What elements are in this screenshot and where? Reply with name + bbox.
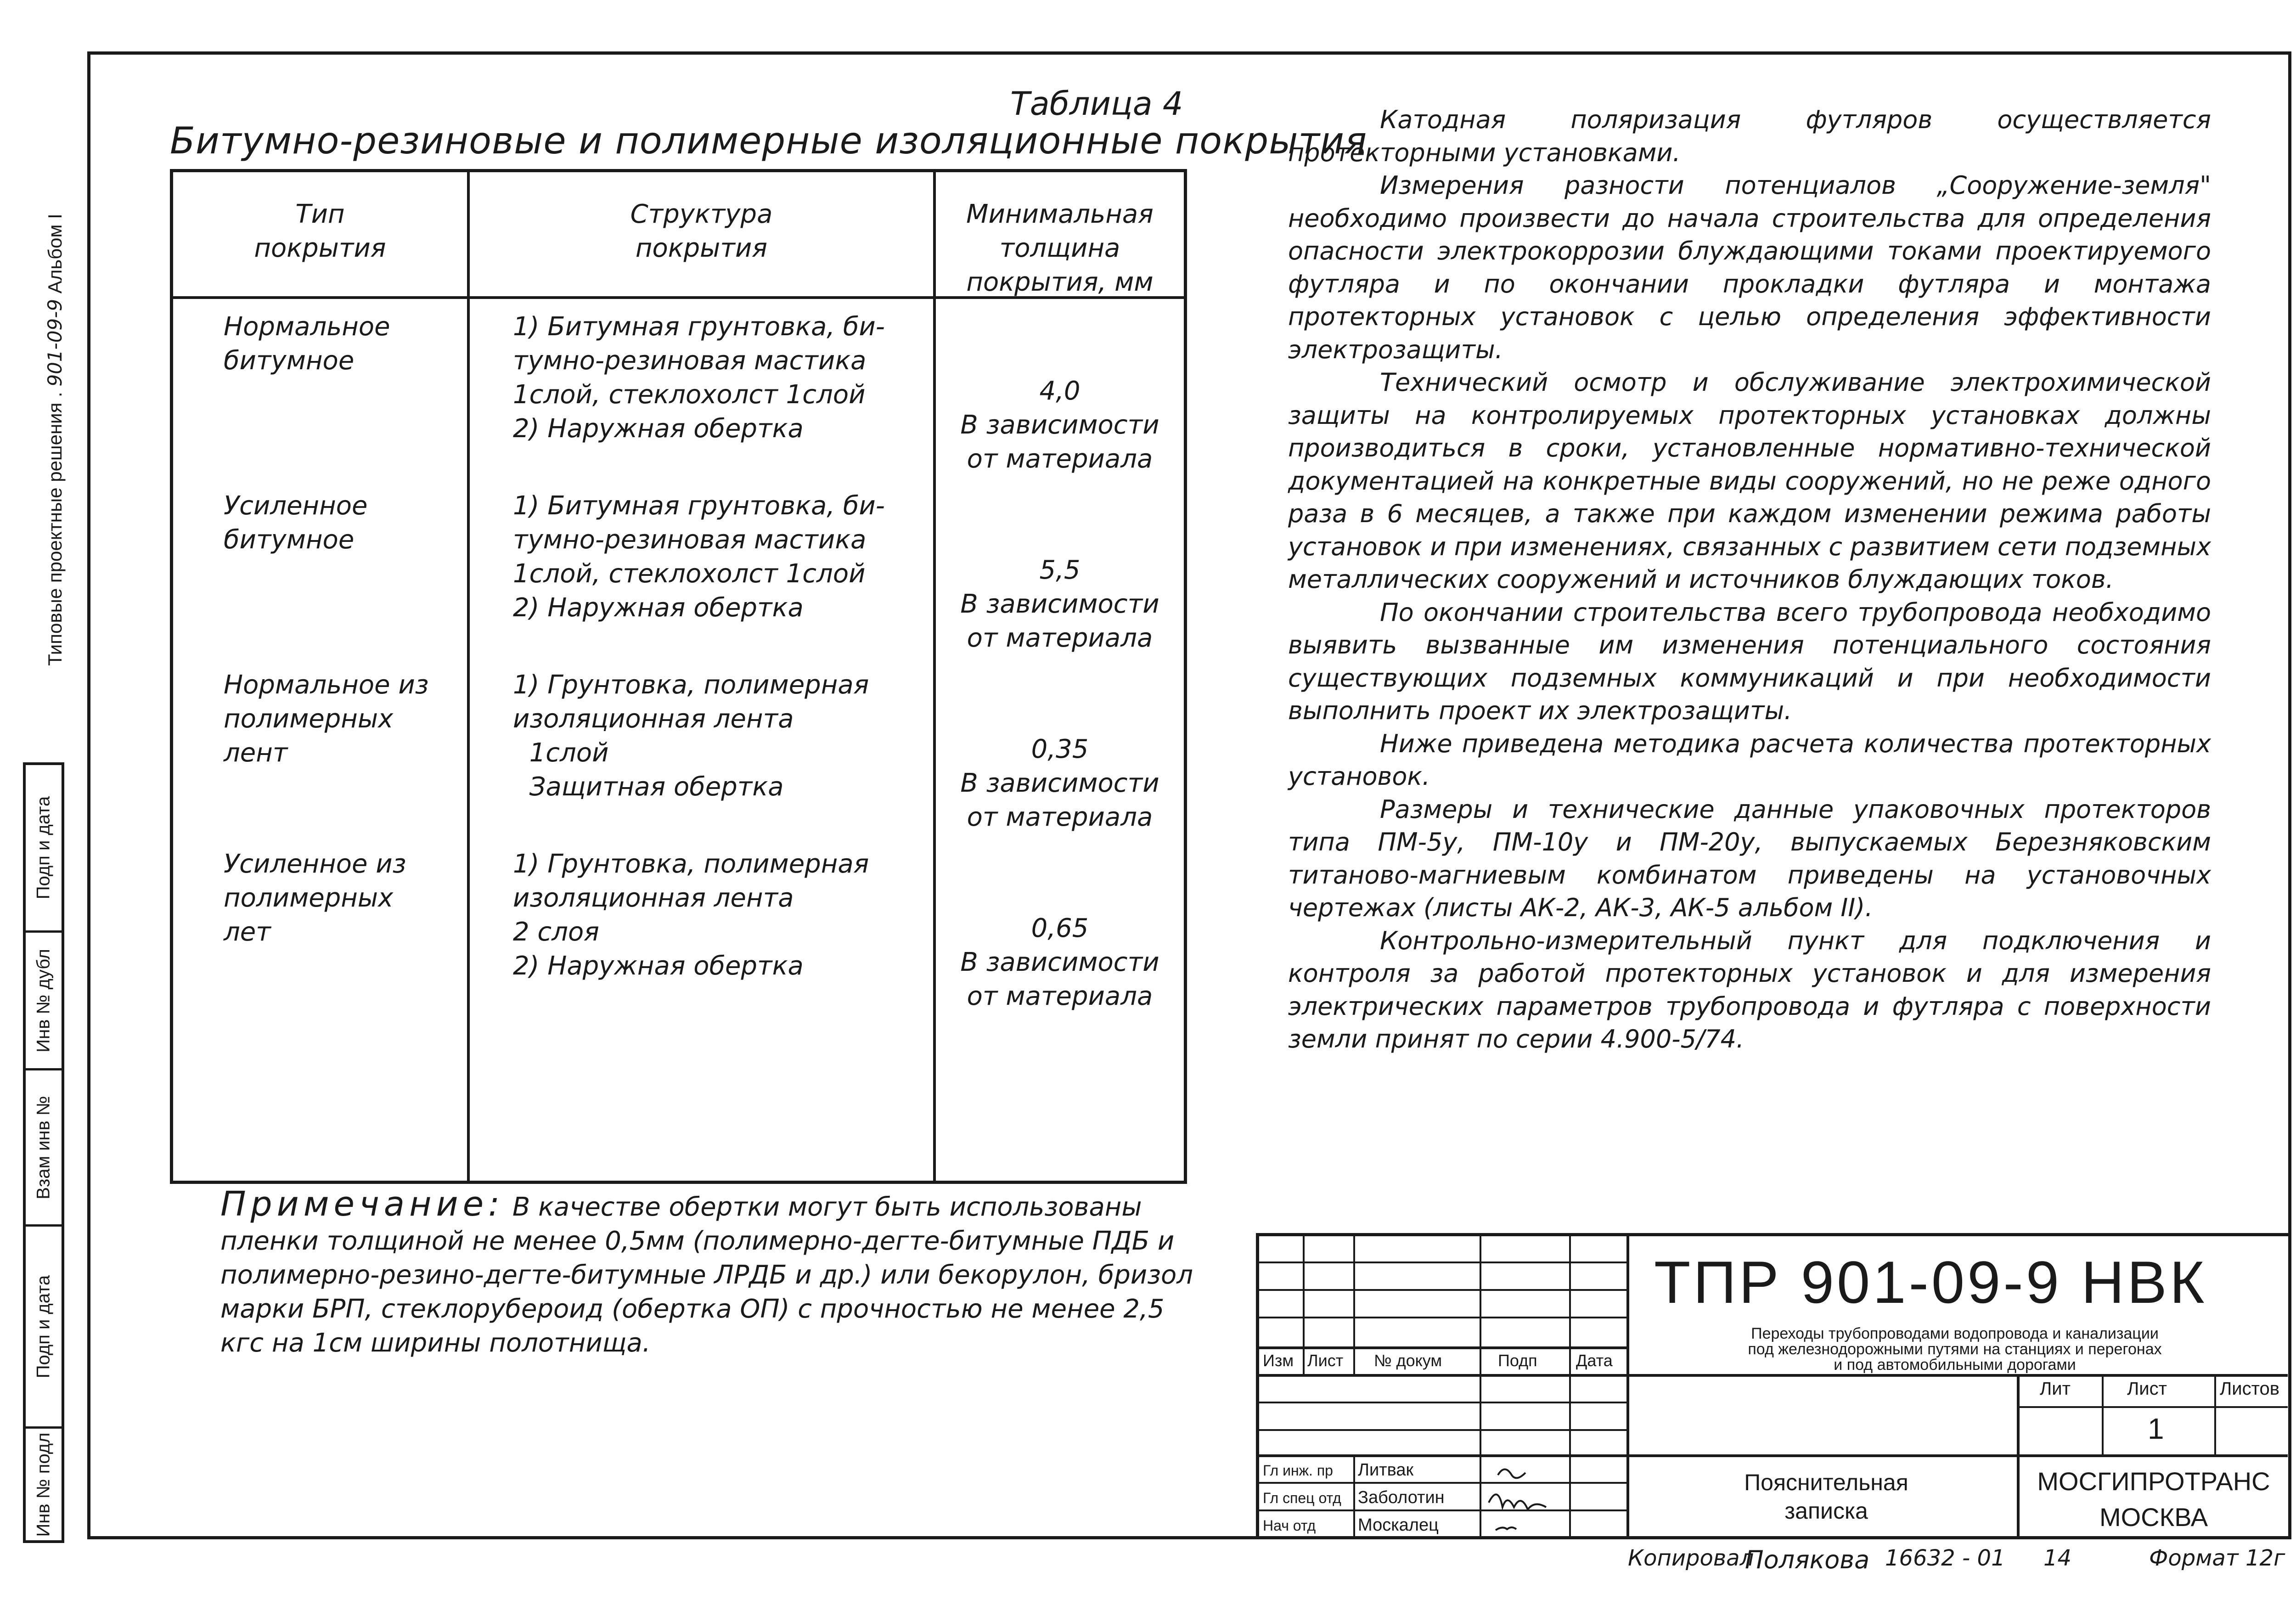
side-strip-cell: Подп и дата <box>26 1224 62 1426</box>
sheets-label: Листов <box>2220 1379 2279 1399</box>
col-sign: Подп <box>1498 1351 1537 1370</box>
role: Гл инж. пр <box>1263 1462 1333 1479</box>
note <box>220 1184 1208 1360</box>
side-strip-cell: Подп и дата <box>33 796 54 900</box>
col-date: Дата <box>1576 1351 1613 1370</box>
order-number: 16632 - 01 <box>1885 1545 2005 1571</box>
header-structure: Структура покрытия <box>630 199 773 263</box>
title-block <box>1256 1233 2291 1539</box>
sheet-label: Лист <box>2127 1379 2167 1399</box>
side-strip-cell: Инв № дубл <box>26 930 62 1068</box>
signature-mark <box>1489 1494 1546 1509</box>
coatings-table <box>170 169 1187 1184</box>
person-name: Заболотин <box>1358 1488 1445 1507</box>
row-type: Усиленное битумное <box>224 491 368 555</box>
col-list: Лист <box>1307 1351 1344 1370</box>
copier-signature: Полякова <box>1745 1545 1870 1574</box>
document-title: Пояснительная записка <box>1744 1470 1908 1524</box>
side-strip-cell: Взам инв № <box>26 1068 62 1224</box>
col-doc: № докум <box>1374 1351 1442 1370</box>
side-strip <box>23 762 64 1543</box>
explanatory-text <box>1288 103 2211 1056</box>
person-name: Литвак <box>1358 1460 1414 1480</box>
row-thickness: 0,65 В зависимости от материала <box>960 913 1159 1011</box>
row-type: Усиленное из полимерных лет <box>224 849 406 947</box>
row-thickness: 0,35 В зависимости от материала <box>960 734 1159 832</box>
table-label: Таблица 4 <box>1010 85 1183 123</box>
row-thickness: 5,5 В зависимости от материала <box>960 555 1159 653</box>
row-structure: 1) Грунтовка, полимерная изоляционная лента 2 слоя 2) Наружная обертка <box>513 849 869 981</box>
project-name: Переходы трубопроводами водопровода и канализации под железнодорожными путями на станциях и перегонах и под автомобильными дорогами <box>1748 1325 2162 1374</box>
document-code: ТПР 901-09-9 НВК <box>1654 1249 2207 1316</box>
row-structure: 1) Грунтовка, полимерная изоляционная лента 1слой Защитная обертка <box>513 670 869 802</box>
side-title-album: Альбом I <box>44 214 66 294</box>
row-type: Нормальное битумное <box>224 312 390 376</box>
page-number: 14 <box>2043 1545 2072 1571</box>
paragraph: Контрольно-измерительный пункт для подключения и контроля за работой протекторных установок и для измерения электрических параметров трубопровода и футляра с поверхности земли принят по серии 4.900-5/74. <box>1288 926 2211 1053</box>
role: Нач отд <box>1263 1517 1316 1534</box>
row-type: Нормальное из полимерных лент <box>224 670 429 768</box>
side-title-code: 901-09-9 <box>44 298 66 387</box>
paragraph: Ниже приведена методика расчета количества протекторных установок. <box>1288 729 2211 791</box>
side-title-prefix: Типовые проектные решения . <box>44 392 66 666</box>
paragraph: По окончании строительства всего трубопровода необходимо выявить вызванные им изменения потенциального состояния существующих подземных коммуникаций и при необходимости выполнить проект их электрозащиты. <box>1288 597 2211 725</box>
side-strip-cell: Инв № подл <box>33 1432 54 1537</box>
paragraph: Катодная поляризация футляров осуществляется протекторными установками. <box>1288 105 2211 167</box>
row-structure: 1) Битумная грунтовка, би- тумно-резиновая мастика 1слой, стеклохолст 1слой 2) Наружная обертка <box>513 491 885 623</box>
table-title: Битумно-резиновые и полимерные изоляционные покрытия <box>170 119 1367 162</box>
format-label: Формат 12г <box>2149 1545 2285 1571</box>
paragraph: Технический осмотр и обслуживание электрохимической защиты на контролируемых протекторных установках должны производиться в сроки, установленные нормативно-технической документацией на конкретные виды сооружений, но не реже одного раза в 6 месяцев, а также при каждом изменении режима работы установок и при изменениях, связанных с развитием сети подземных металлических сооружений и источников блуждающих токов. <box>1288 368 2211 594</box>
copied-label: Копировал <box>1628 1545 1754 1571</box>
signature-mark <box>1498 1470 1525 1478</box>
side-title <box>44 214 66 666</box>
organization: МОСГИПРОТРАНС МОСКВА <box>2037 1467 2270 1532</box>
col-izm: Изм <box>1263 1351 1294 1370</box>
row-structure: 1) Битумная грунтовка, би- тумно-резиновая мастика 1слой, стеклохолст 1слой 2) Наружная обертка <box>513 312 885 444</box>
signatures <box>1484 1457 1567 1537</box>
note-head: Примечание: <box>220 1184 505 1224</box>
lit-label: Лит <box>2040 1379 2071 1399</box>
paragraph: Размеры и технические данные упаковочных протекторов типа ПМ-5у, ПМ-10у и ПМ-20у, выпускаемых Березняковским титаново-магниевым комбинатом приведены на установочных чертежах (листы АК-2, АК-3, АК-5 альбом II). <box>1288 794 2211 922</box>
role: Гл спец отд <box>1263 1490 1341 1506</box>
signature-mark <box>1496 1527 1516 1530</box>
row-thickness: 4,0 В зависимости от материала <box>960 376 1159 474</box>
paragraph: Измерения разности потенциалов „Сооружение-земля" необходимо произвести до начала строительства для определения опасности электрокоррозии блуждающими токами проектируемого футляра и по окончании прокладки футляра и монтажа протекторных установок с целью определения эффективности электрозащиты. <box>1288 171 2211 364</box>
sheet-number: 1 <box>2148 1412 2164 1445</box>
person-name: Москалец <box>1358 1515 1439 1535</box>
note-text: В качестве обертки могут быть использованы пленки толщиной не менее 0,5мм (полимерно-дегте-битумные ПДБ и полимерно-резино-дегте-битумные ЛРДБ и др.) или бекорулон, бризол марки БРП, стеклорубероид (обертка ОП) с прочностью не менее 2,5 кгс на 1см ширины полотнища. <box>220 1192 1193 1358</box>
header-type: Тип покрытия <box>254 199 386 263</box>
header-thickness: Минимальная толщина покрытия, мм <box>966 199 1154 297</box>
